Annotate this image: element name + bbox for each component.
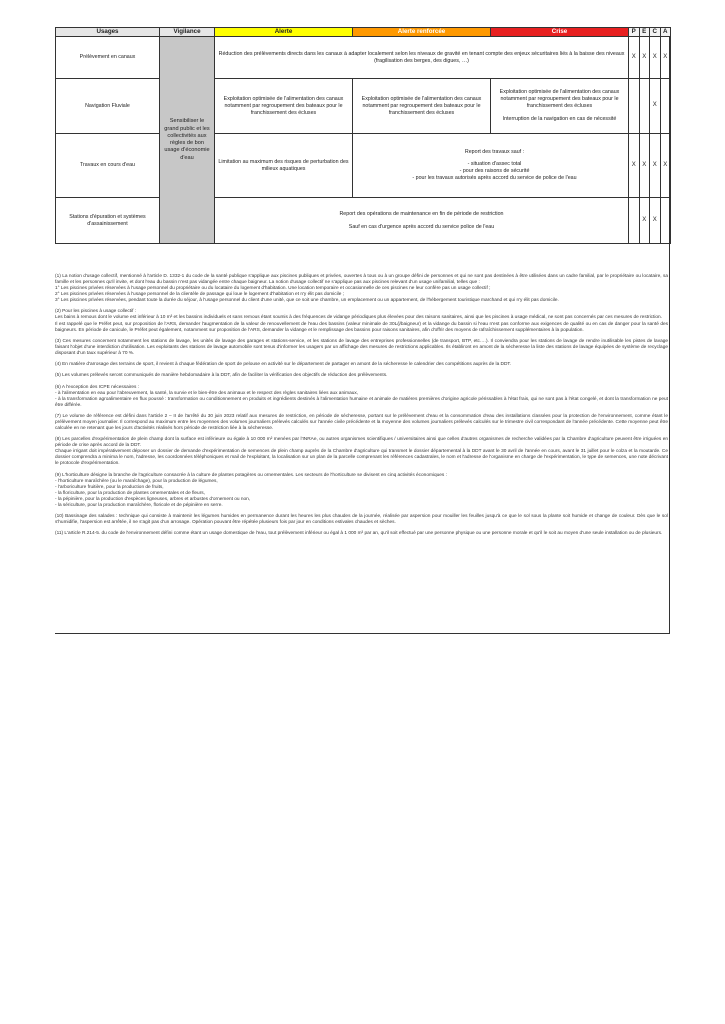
footnote-line: (8) Les parcelles d'expérimentation de plein champ dont la surface est inférieure ou égale à 10 000 m² menées par l'INRAe, ou autres organismes scientifiques / universitaires ainsi que celles d'autres organismes de recherche validées par la Chambre d'agriculture peuvent être irriguées en période de crise après accord de la DDT. — [55, 437, 668, 449]
header-usages: Usages — [56, 28, 160, 37]
measure-alerte: Exploitation optimisée de l'alimentation des canaux notamment par regroupement des bateaux pour le franchissement des écluses — [215, 79, 353, 134]
measure-merged — [353, 134, 629, 198]
travaux-item: - pour les travaux autorisés après accord du service de police de l'eau — [412, 174, 577, 181]
mark-e: X — [639, 37, 650, 79]
footnote-block — [55, 473, 668, 509]
footnote-line: (1) La notion d'usage collectif, mentionné à l'article D. 1332-1 du code de la santé publique s'applique aux piscines publiques et privées, ouvertes à tous ou à un groupe défini de personnes et qui ne sont pas destinées à être utilisées dans un cadre familial, par le propriétaire ou locataire, sa famille et les personnes qu'il invite, et dont l'eau du bassin n'est pas vidangée entre chaque baigneur. La notion d'usage collectif ne s'applique pas aux piscines relevant d'un usage unifamilial, telles que : — [55, 274, 668, 286]
mark-a: X — [660, 134, 671, 198]
footnote-block — [55, 339, 668, 357]
usage-label: Stations d'épuration et systèmes d'assainissement — [56, 198, 160, 244]
footnote-block — [55, 531, 668, 537]
table-row — [56, 134, 671, 198]
measure-alerte: Limitation au maximum des risques de perturbation des milieux aquatiques — [215, 134, 353, 198]
mark-p — [629, 79, 640, 134]
footnote-line: (6) A l'exception des ICPE nécessaires : — [55, 384, 140, 390]
travaux-title: Report des travaux sauf : — [464, 149, 525, 156]
footnote-line: - la sériculture, pour la production maraîchère, floricole et de pépinière en serre. — [55, 502, 223, 508]
restriction-table — [55, 27, 671, 244]
table-row — [56, 198, 671, 244]
footnote-line: (7) Le volume de référence est défini dans l'article 2 – II de l'arrêté du 30 juin 2023 relatif aux mesures de restriction, en période de sécheresse, portant sur le prélèvement d'eau et la consommation d'eau des installations classées pour la protection de l'environnement, comme étant le prélèvement moyen journalier. Il correspond au maximum entre les moyennes des volumes journaliers prélevés calculés sur l'année civile précédente et la moyenne des volumes journaliers prélevés calculés sur le trimestre civil correspondant de l'année précédente. Cette moyenne peut être calculée en ne retenant que les jours d'activités réalisés hors période de restriction liée à la sécheresse. — [55, 413, 668, 432]
table-row — [56, 79, 671, 134]
footnote-block — [55, 309, 668, 333]
mark-c: X — [650, 198, 661, 244]
footnote-block — [55, 437, 668, 467]
footnote-line: (4) En matière d'arrosage des terrains de sport, il revient à chaque fédération de sport de pelouse en activité sur le département de partager en amont de la sécheresse le calendrier des compétitions auprès de la DDT. — [55, 362, 512, 368]
usage-label: Navigation Fluviale — [56, 79, 160, 134]
header-crise: Crise — [491, 28, 629, 37]
travaux-item: - pour des raisons de sécurité — [459, 168, 530, 175]
usage-label: Prélèvement en canaux — [56, 37, 160, 79]
footnote-line: (3) Ces mesures concernent notamment les stations de lavage, les unités de lavage des garages et stations-service, et les stations de lavage des entreprises professionnelles (de transport, BTP, etc.…). Il conviendra pour les stations de lavage de rendre inutilisable les pistes de lavage faisant l'objet d'une interdiction d'utilisation. Les exploitants des stations de lavage automobile sont tenus d'informer les usagers par un affichage des mesures de restrictions applicables. Ils établiront en amont de la sécheresse la liste des stations de lavage équipées de système de recyclage disposant d'un taux supérieur à 70 %. — [55, 338, 668, 356]
footnote-line: (9) L'horticulture désigne la branche de l'agriculture consacrée à la culture de plantes potagères ou ornementales. Les secteurs de l'horticulture se divisent en cinq activités économiques : — [55, 472, 447, 478]
mark-a — [660, 198, 671, 244]
header-a: A — [660, 28, 671, 37]
footnote-line: - l'horticulture maraîchère (ou le maraîchage), pour la production de légumes, — [55, 478, 218, 484]
header-c: C — [650, 28, 661, 37]
mark-a: X — [660, 37, 671, 79]
travaux-item: - situation d'assec total — [467, 161, 522, 168]
mark-c: X — [650, 37, 661, 79]
footnote-line: 3° Les piscines privées réservées, pendant toute la durée du séjour, à l'usage personnel du client d'une unité, que ce soit une chambre, un emplacement ou un appartement, de l'hébergement touristique marchand et qui n'y élit pas domicile. — [55, 298, 559, 304]
footnote-line: - à l'alimentation en eau pour l'abreuvement, la santé, la survie et le bien-être des animaux et le respect des règles sanitaires liées aux animaux, — [55, 390, 359, 396]
vigilance-cell: Sensibiliser le grand public et les collectivités aux règles de bon usage d'économie d'eau — [160, 37, 215, 244]
footnote-line: Il est rappelé que le Préfet peut, sur proposition de l'ARS, demander l'augmentation de la valeur de renouvellement de l'eau des bassins (valeur minimale de 30L/j/baigneur) et la vidange du bassin si l'eau n'est pas conforme aux exigences de qualité ou en cas de danger pour la santé des baigneurs. En période de canicule, le Préfet peut également, notamment sur proposition de l'ARS, demander la vidange et le remplissage des bassins pour raisons sanitaires, afin d'offrir des moyens de rafraîchissement supplémentaires à la population. — [55, 321, 668, 333]
footnote-block — [55, 373, 668, 379]
mark-c: X — [650, 79, 661, 134]
footnote-line: - la floriculture, pour la production de plantes ornementales et de fleurs, — [55, 490, 205, 496]
mark-e — [639, 79, 650, 134]
footnotes — [55, 274, 668, 543]
footnote-line: (5) Les volumes prélevés seront communiqués de manière hebdomadaire à la DDT, afin de faciliter la vérification des objectifs de réduction des prélèvements. — [55, 373, 388, 379]
mark-p — [629, 198, 640, 244]
footnote-block — [55, 514, 668, 526]
footnote-line: - à la transformation agroalimentaire en flux poussé : transformation ou conditionnement en produits et ingrédients destinés à l'alimentation humaine et animale de matières premières d'origine agricole périssables à l'état frais, qui ne sont pas à l'état congelé, et dont la transformation ne peut être différée. — [55, 396, 668, 408]
footnote-line: Chaque irrigant doit impérativement déposer un dossier de demande d'expérimentation de semences de plein champ auprès de la Chambre d'agriculture qui transmet le dossier départemental à la DDT avant le 30 avril de l'année en cours, avant le 31 juillet pour le colza et la moutarde. Ce dossier comprendra a minima le nom, l'adresse, les coordonnées téléphoniques et mail de l'exploitant, la localisation sur un plan de la parcelle comprenant les références cadastrales, le nom et l'adresse de l'organisme en charge de l'expérimentation, le type de semences, une note décrivant le protocole d'expérimentation. — [55, 449, 668, 467]
footnote-block — [55, 274, 668, 304]
stations-line-2: Sauf en cas d'urgence après accord du service police de l'eau — [348, 223, 495, 230]
table-header-row — [56, 28, 671, 37]
crise-extra-text: Interruption de la navigation en cas de nécessité — [502, 115, 617, 122]
footnote-line: 2° Les piscines privées réservées à l'usage personnel de la clientèle de passage qui loue le logement d'habitation et n'y élit pas domicile ; — [55, 292, 345, 298]
usage-label: Travaux en cours d'eau — [56, 134, 160, 198]
mark-e: X — [639, 134, 650, 198]
mark-c: X — [650, 134, 661, 198]
mark-a — [660, 79, 671, 134]
footnote-block — [55, 385, 668, 409]
crise-text: Exploitation optimisée de l'alimentation des canaux notamment par regroupement des bateaux pour le franchissement des écluses — [499, 89, 620, 110]
measure-alerte-renforcee: Exploitation optimisée de l'alimentation des canaux notamment par regroupement des bateaux pour le franchissement des écluses — [353, 79, 491, 134]
footnote-block — [55, 414, 668, 432]
mark-p: X — [629, 134, 640, 198]
footnote-line: Les bains à remous dont le volume est inférieur à 10 m³ et les bassins individuels et sans remous étant soumis à des fréquences de vidange périodiques plus élevées pour des raisons sanitaires, ainsi que les piscines à usage médical, ne sont pas concernés par ces mesures de restriction. — [55, 315, 663, 321]
footnote-block — [55, 362, 668, 368]
footnote-line: (2) Pour les piscines à usage collectif : — [55, 309, 137, 315]
header-e: E — [639, 28, 650, 37]
mark-e: X — [639, 198, 650, 244]
mark-p: X — [629, 37, 640, 79]
header-alerte-renforcee: Alerte renforcée — [353, 28, 491, 37]
header-alerte: Alerte — [215, 28, 353, 37]
measure-crise — [491, 79, 629, 134]
stations-line-1: Report des opérations de maintenance en fin de période de restriction — [339, 210, 504, 217]
header-p: P — [629, 28, 640, 37]
footnote-line: - la pépinière, pour la production d'espèces ligneuses, arbres et arbustes d'ornement ou non, — [55, 496, 251, 502]
measure-merged — [215, 198, 629, 244]
footnote-line: - l'arboriculture fruitière, pour la production de fruits, — [55, 484, 164, 490]
footnote-line: 1° Les piscines privées réservées à l'usage personnel du propriétaire ou du locataire du logement d'habitation. Une location temporaire et occasionnelle de ces piscines ne leur confère pas un usage collectif ; — [55, 286, 491, 292]
footnote-line: (10) Bassinage des salades : technique qui consiste à maintenir les légumes humides en permanence durant les heures les plus chaudes de la journée, réalisée par aspersion pour mouiller les feuilles jusqu'à ce que le sol sous la plante soit humide et change de couleur. Dès que le sol s'humidifie, l'aspersion est arrêtée, il ne s'agit pas d'un arrosage. Opération pouvant être répétée plusieurs fois par jour en conditions estivales chaudes et sèches. — [55, 514, 668, 526]
footnote-line: (11) L'article R.214-5. du code de l'environnement défini comme étant un usage domestique de l'eau, tout prélèvement inférieur ou égal à 1 000 m³ par an, qu'il soit effectué par une personne physique ou une personne morale et qu'il le soit au moyen d'une seule installation ou de plusieurs. — [55, 531, 663, 537]
header-vigilance: Vigilance — [160, 28, 215, 37]
table-row — [56, 37, 671, 79]
measure-merged: Réduction des prélèvements directs dans les canaux à adapter localement selon les niveaux de gravité en tenant compte des enjeux sécuritaires liés à la baisse des niveaux (fragilisation des berges, des digues, …) — [215, 37, 629, 79]
